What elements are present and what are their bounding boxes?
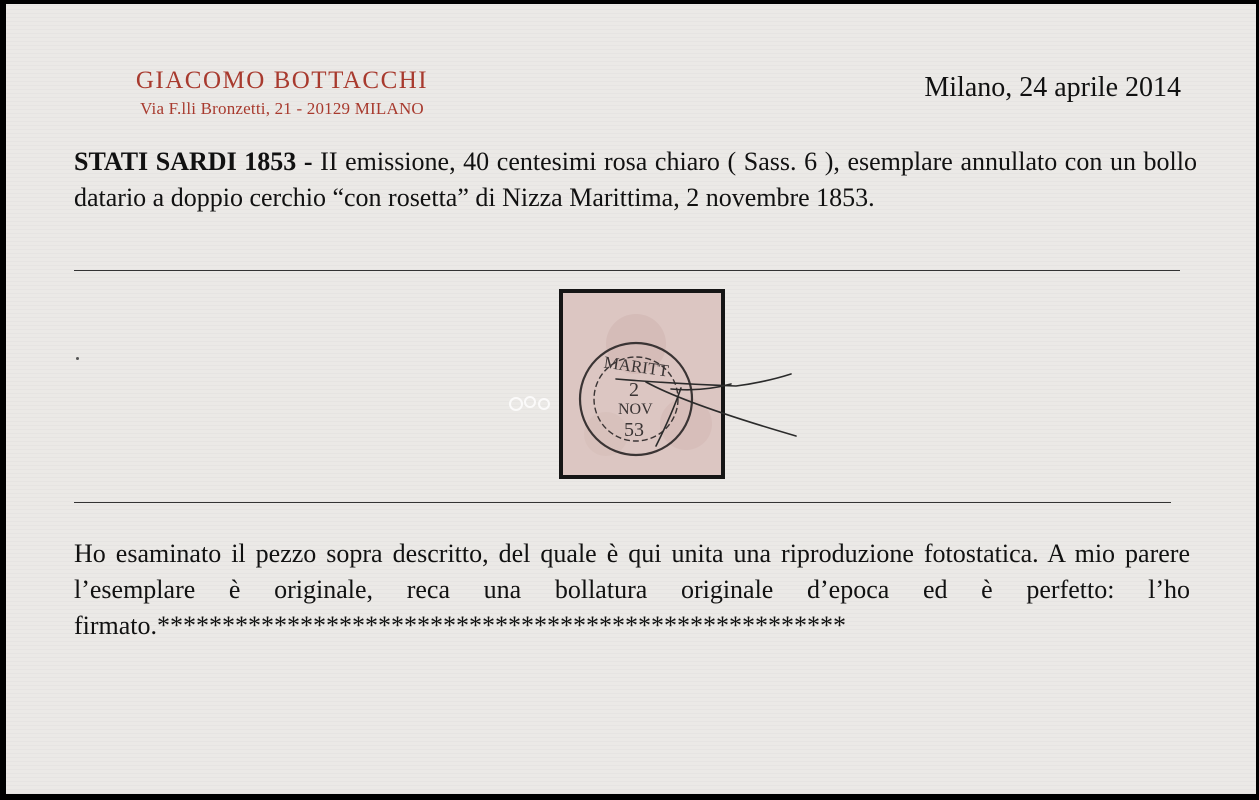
stamp-texture [584,314,712,456]
expert-statement: Ho esaminato il pezzo sopra descritto, del quale è qui unita una riproduzione fotostatica. A mio parere l’esemplare è originale, reca una bollatura originale d’epoca ed è perfetto: l’ho firmato.***************************************************** [74,539,1190,640]
description-heading: STATI SARDI 1853 - [74,147,313,176]
paper-speck [76,357,79,360]
postmark-month: NOV [618,401,653,418]
rosette-mark [510,397,549,410]
postmark-overlay [486,264,816,484]
letterhead [92,66,472,122]
postmark-year: 53 [624,419,644,441]
certificate [6,4,1256,794]
description-body: II emissione, 40 centesimi rosa chiaro ( Sass. 6 ), esemplare annullato con un bollo datario a doppio cerchio “con rosetta” di Nizza Marittima, 2 novembre 1853. [74,147,1198,212]
certificate-date: Milano, 24 aprile 2014 [924,72,1181,103]
divider-bottom [74,502,1171,503]
company-name: GIACOMO BOTTACCHI [135,67,429,94]
postmark-day: 2 [629,379,639,401]
stamp-description [74,144,1197,216]
postmark-place: MARITT [602,352,670,381]
company-address: Via F.lli Bronzetti, 21 - 20129 MILANO [140,99,424,118]
